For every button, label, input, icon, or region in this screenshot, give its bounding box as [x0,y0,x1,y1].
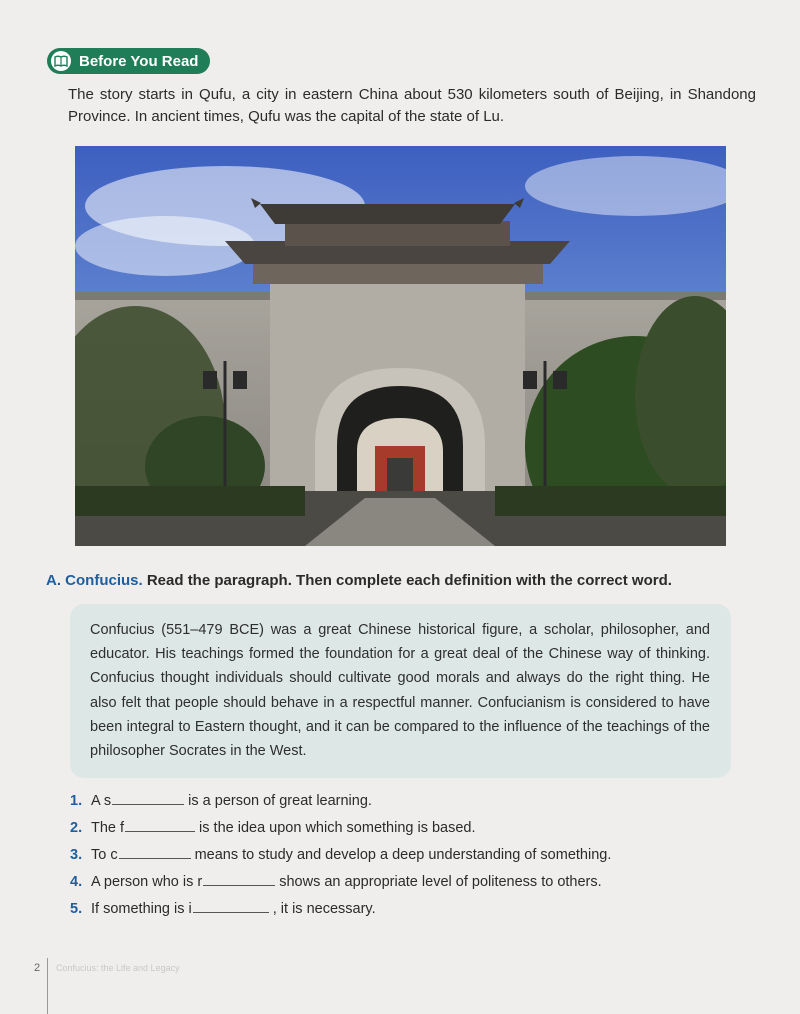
confucius-paragraph-box [70,604,731,778]
definition-item [70,815,730,842]
qufu-city-gate-photo [75,146,726,546]
definition-item [70,869,730,896]
badge-label: Before You Read [79,52,199,70]
item-prompt: A person who is r [91,874,203,890]
definition-list [70,788,730,923]
page-number: 2 [34,962,41,974]
item-number: 4. [70,874,83,890]
intro-paragraph: The story starts in Qufu, a city in eastern China about 530 kilometers south of Beijing, in Shandong Province. In ancient times, Qufu was the capital of the state of Lu. [68,86,756,125]
item-number: 3. [70,847,83,863]
answer-blank-3[interactable] [119,846,191,859]
item-definition: means to study and develop a deep understanding of something. [194,847,612,863]
item-number: 2. [70,820,83,836]
definition-item [70,896,730,923]
before-you-read-badge [47,48,210,74]
book-icon [51,51,71,71]
item-definition: is a person of great learning. [188,793,372,809]
answer-blank-2[interactable] [125,819,195,832]
section-a-label: A. Confucius. [46,572,143,589]
answer-blank-1[interactable] [112,792,184,805]
item-prompt: To c [91,847,118,863]
running-footer: Confucius: the Life and Legacy [56,963,180,973]
confucius-paragraph: Confucius (551–479 BCE) was a great Chinese historical figure, a scholar, philosopher, and educator. His teachings formed the foundation for a great deal of the Chinese way of thinking. Confucius thought individuals should cultivate good morals and always do the right thing. He also felt that people should behave in a respectful manner. Confucianism is considered to have been integral to Eastern thought, and it can be compared to the influence of the teachings of the philosopher Socrates in the West. [90,622,710,760]
item-prompt: A s [91,793,112,809]
answer-blank-4[interactable] [203,873,275,886]
answer-blank-5[interactable] [193,900,269,913]
item-number: 1. [70,793,83,809]
section-a-instruction: Read the paragraph. Then complete each definition with the correct word. [146,572,672,589]
definition-item [70,788,730,815]
item-number: 5. [70,901,83,917]
item-prompt: If something is i [91,901,192,917]
section-a-heading [46,572,766,589]
item-definition: is the idea upon which something is based. [199,820,476,836]
definition-item [70,842,730,869]
footer-divider [47,958,48,1014]
item-definition: , it is necessary. [272,901,376,917]
item-prompt: The f [91,820,125,836]
item-definition: shows an appropriate level of politeness to others. [279,874,602,890]
